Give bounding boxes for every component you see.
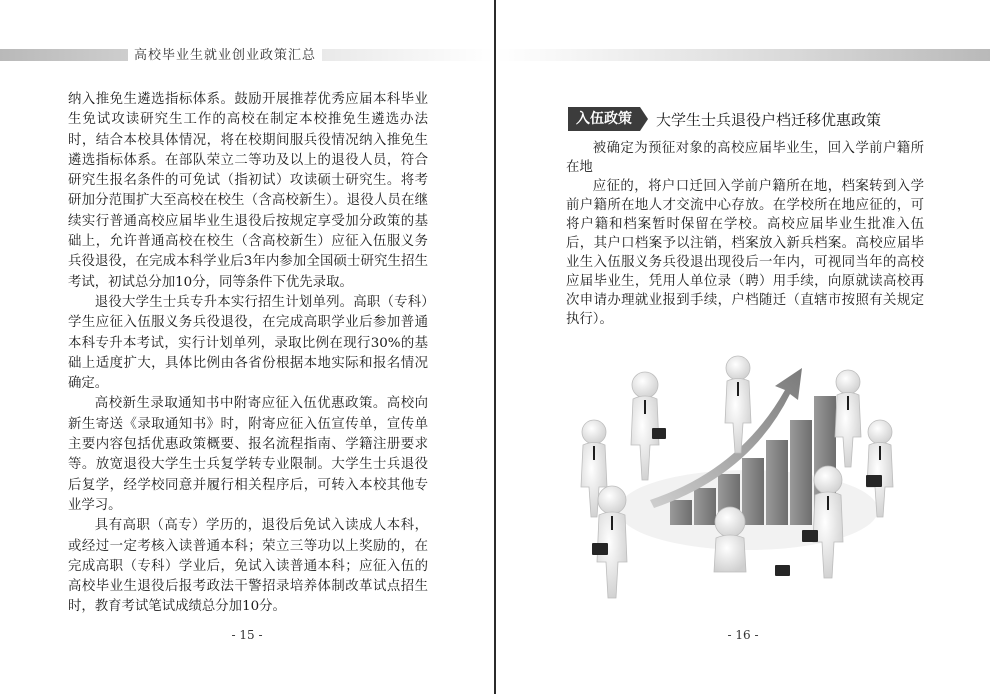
paragraph: 高校新生录取通知书中附寄应征入伍优惠政策。高校向新生寄送《录取通知书》时，附寄应征入伍宣传单，宣传单主要内容包括优惠政策概要、报名流程指南、学籍注册要求等。放宽退役大学生士兵复学转专业限制。大学生士兵退役后复学，经学校同意并履行相关程序后，可转入本校其他专业学习。 <box>68 396 428 513</box>
page-number: - 15 - <box>231 628 263 642</box>
left-page <box>0 0 494 694</box>
page-number: - 16 - <box>727 628 759 642</box>
running-head-bar <box>496 49 990 61</box>
right-page <box>496 0 990 694</box>
section-tag: 入伍政策 <box>568 107 640 131</box>
bar-chart-graphic <box>670 396 836 525</box>
paragraph: 具有高职（高专）学历的，退役后免试入读成人本科，或经过一定考核入读普通本科；荣立三等功以上奖励的，在完成高职（专科）学业后，免试入读普通本科；应征入伍的高校毕业生退役后报考政法干警招录培养体制改革试点招生时，教育考试笔试成绩总分加10分。 <box>68 518 428 615</box>
section-tag-arrow <box>640 107 648 131</box>
paragraph: 退役大学生士兵专升本实行招生计划单列。高职（专科）学生应征入伍服义务兵役退役，在完成高职学业后参加普通本科专升本考试，实行计划单列，录取比例在现行30%的基础上适度扩大，具体比例由各省份根据本地实际和报名情况确定。 <box>68 294 428 392</box>
left-body-text <box>68 90 428 618</box>
business-figures-bar-chart-icon <box>570 350 925 600</box>
running-title: 高校毕业生就业创业政策汇总 <box>128 44 322 63</box>
section-title: 大学生士兵退役户档迁移优惠政策 <box>656 110 882 129</box>
section-heading <box>568 107 881 131</box>
paragraph: 纳入推免生遴选指标体系。鼓励开展推荐优秀应届本科毕业生免试攻读研究生工作的高校在制定本校推免生遴选办法时，结合本校具体情况，将在校期间服兵役情况纳入推免生遴选指标体系。在部队荣立二等功及以上的退役人员，符合研究生报名条件的可免试（指初试）攻读硕士研究生。将考研加分范围扩大至高校在校生（含高校新生）。退役人员在继续实行普通高校应届毕业生退役后按规定享受加分政策的基础上，允许普通高校在校生（含高校新生）应征入伍服义务兵役退役，在完成本科学业后3年内参加全国硕士研究生招生考试，初试总分加10分，同等条件下优先录取。 <box>68 92 428 290</box>
right-body-text <box>566 139 924 329</box>
paragraph: 应征的，将户口迁回入学前户籍所在地，档案转到入学前户籍所在地人才交流中心存放。在学校所在地应征的，可将户籍和档案暂时保留在学校。高校应届毕业生批准入伍后，其户口档案予以注销，档案放入新兵档案。高校应届毕业生入伍服义务兵役退出现役后一年内，可视同当年的高校应届毕业生，凭用人单位录（聘）用手续，向原就读高校再次申请办理就业报到手续，户档随迁（直辖市按照有关规定执行）。 <box>566 179 924 327</box>
paragraph: 被确定为预征对象的高校应届毕业生，回入学前户籍所在地 <box>566 141 924 175</box>
